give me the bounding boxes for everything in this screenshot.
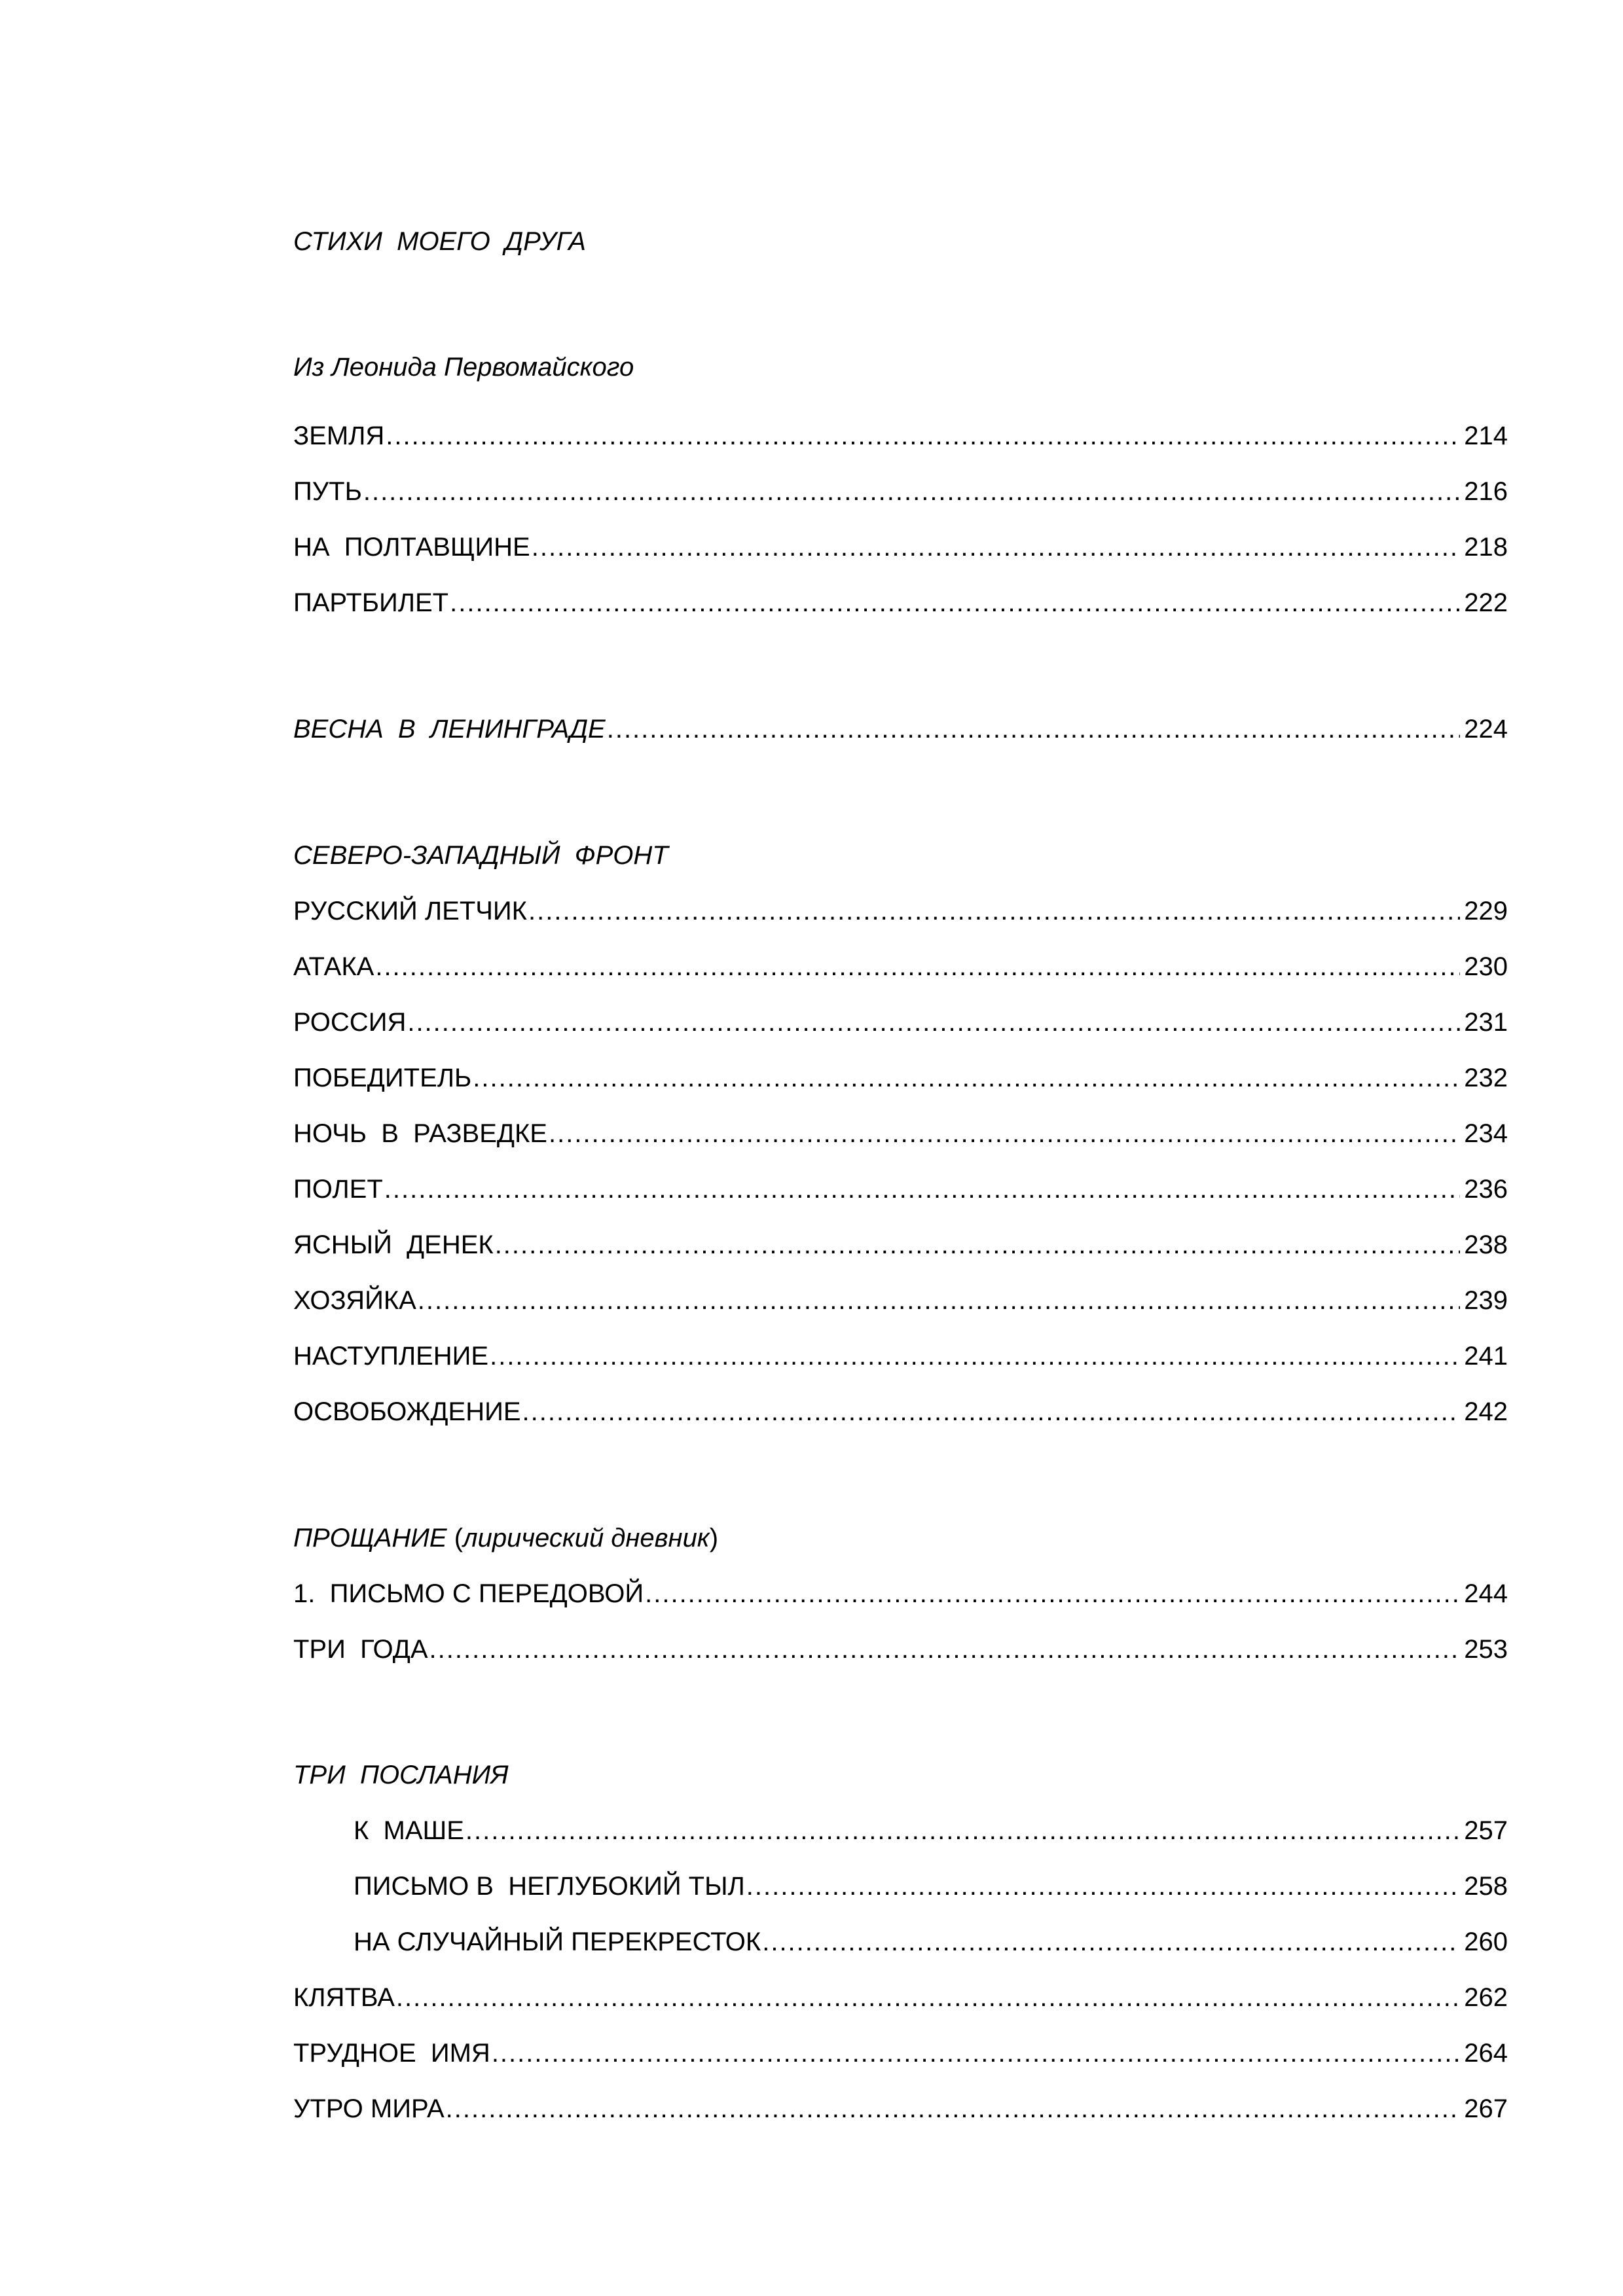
toc-entry-page: 229 xyxy=(1464,897,1508,925)
toc-entry-page: 244 xyxy=(1464,1579,1508,1608)
dot-leader xyxy=(495,1229,1461,1261)
dot-leader xyxy=(762,1926,1460,1958)
toc-entry-page: 218 xyxy=(1464,533,1508,562)
toc-entry[interactable] xyxy=(293,2037,1508,2069)
dot-leader xyxy=(429,1634,1461,1665)
dot-leader xyxy=(645,1578,1460,1609)
toc-entry-title: ЗЕМЛЯ xyxy=(293,422,385,450)
toc-entry[interactable] xyxy=(293,1634,1508,1665)
toc-entry-page: 267 xyxy=(1464,2094,1508,2123)
dot-leader xyxy=(396,1982,1460,2013)
section-title-from-pervomaisky: Из Леонида Первомайского xyxy=(293,353,634,382)
toc-entry[interactable] xyxy=(293,476,1508,507)
dot-leader xyxy=(375,951,1460,982)
toc-entry-page: 239 xyxy=(1464,1286,1508,1315)
dot-leader xyxy=(528,895,1460,927)
section-title-poems-of-my-friend: СТИХИ МОЕГО ДРУГА xyxy=(293,227,586,256)
toc-entry-page: 214 xyxy=(1464,422,1508,450)
toc-entry-page: 257 xyxy=(1464,1816,1508,1845)
toc-entry-page: 216 xyxy=(1464,477,1508,506)
toc-entry-spring-in-leningrad[interactable] xyxy=(293,713,1508,745)
toc-entry[interactable] xyxy=(293,420,1508,452)
toc-entry-page: 230 xyxy=(1464,952,1508,981)
toc-entry[interactable] xyxy=(293,1340,1508,1372)
toc-entry-title: РУССКИЙ ЛЕТЧИК xyxy=(293,897,527,925)
toc-entry-title: КЛЯТВА xyxy=(293,1983,395,2012)
toc-entry[interactable] xyxy=(293,1229,1508,1261)
toc-entry[interactable] xyxy=(293,531,1508,563)
toc-entry-page: 234 xyxy=(1464,1119,1508,1148)
toc-entry-page: 241 xyxy=(1464,1342,1508,1371)
toc-entry-page: 260 xyxy=(1464,1928,1508,1956)
dot-leader xyxy=(407,1007,1460,1038)
dot-leader xyxy=(465,1815,1460,1846)
toc-entry[interactable] xyxy=(293,1118,1508,1149)
dot-leader xyxy=(418,1285,1460,1316)
toc-entry-title: ПАРТБИЛЕТ xyxy=(293,588,449,617)
dot-leader xyxy=(446,2093,1461,2125)
toc-entry[interactable] xyxy=(293,895,1508,927)
toc-entry[interactable] xyxy=(293,1285,1508,1316)
dot-leader xyxy=(384,1174,1460,1205)
toc-entry[interactable] xyxy=(293,1396,1508,1427)
toc-entry-title: НА СЛУЧАЙНЫЙ ПЕРЕКРЕСТОК xyxy=(354,1928,761,1956)
toc-entry-title: УТРО МИРА xyxy=(293,2094,445,2123)
toc-entry[interactable] xyxy=(293,587,1508,619)
dot-leader xyxy=(490,1340,1460,1372)
toc-entry-page: 236 xyxy=(1464,1175,1508,1204)
toc-entry[interactable] xyxy=(354,1871,1508,1902)
toc-entry[interactable] xyxy=(354,1926,1508,1958)
toc-entry[interactable] xyxy=(354,1815,1508,1846)
toc-entry-page: 253 xyxy=(1464,1635,1508,1664)
dot-leader xyxy=(746,1871,1460,1902)
toc-entry-title: ПИСЬМО В НЕГЛУБОКИЙ ТЫЛ xyxy=(354,1872,745,1901)
toc-entry[interactable] xyxy=(293,1982,1508,2013)
toc-entry-page: 238 xyxy=(1464,1230,1508,1259)
toc-entry-page: 242 xyxy=(1464,1397,1508,1426)
toc-entry-title: ВЕСНА В ЛЕНИНГРАДЕ xyxy=(293,715,606,744)
dot-leader xyxy=(532,531,1461,563)
toc-entry-page: 232 xyxy=(1464,1064,1508,1092)
toc-entry-title: НОЧЬ В РАЗВЕДКЕ xyxy=(293,1119,547,1148)
dot-leader xyxy=(386,420,1460,452)
toc-entry-page: 222 xyxy=(1464,588,1508,617)
toc-entry-title: 1. ПИСЬМО С ПЕРЕДОВОЙ xyxy=(293,1579,644,1608)
farewell-subtitle: (лирический дневник) xyxy=(454,1524,719,1552)
toc-entry[interactable] xyxy=(293,1174,1508,1205)
toc-entry-title: ПУТЬ xyxy=(293,477,362,506)
dot-leader xyxy=(549,1118,1460,1149)
toc-entry-title: ОСВОБОЖДЕНИЕ xyxy=(293,1397,521,1426)
toc-entry[interactable] xyxy=(293,1062,1508,1094)
toc-entry-page: 224 xyxy=(1464,715,1508,744)
farewell-title: ПРОЩАНИЕ xyxy=(293,1524,447,1552)
dot-leader xyxy=(473,1062,1460,1094)
toc-entry-page: 262 xyxy=(1464,1983,1508,2012)
toc-entry-title: РОССИЯ xyxy=(293,1008,407,1037)
toc-entry-title: ЯСНЫЙ ДЕНЕК xyxy=(293,1230,494,1259)
toc-entry-page: 264 xyxy=(1464,2039,1508,2068)
toc-entry[interactable] xyxy=(293,1578,1508,1609)
dot-leader xyxy=(522,1396,1461,1427)
toc-entry-title: ХОЗЯЙКА xyxy=(293,1286,416,1315)
toc-entry-title: ТРИ ГОДА xyxy=(293,1635,428,1664)
toc-entry-page: 258 xyxy=(1464,1872,1508,1901)
dot-leader xyxy=(450,587,1460,619)
toc-entry-title: АТАКА xyxy=(293,952,374,981)
toc-entry-title: ПОБЕДИТЕЛЬ xyxy=(293,1064,472,1092)
section-title-northwest-front: СЕВЕРО-ЗАПАДНЫЙ ФРОНТ xyxy=(293,841,668,870)
toc-entry-title: ТРУДНОЕ ИМЯ xyxy=(293,2039,490,2068)
toc-entry-page: 231 xyxy=(1464,1008,1508,1037)
toc-entry-title: ПОЛЕТ xyxy=(293,1175,383,1204)
section-title-farewell xyxy=(293,1522,718,1554)
section-title-three-messages: ТРИ ПОСЛАНИЯ xyxy=(293,1761,509,1789)
toc-entry-title: НА ПОЛТАВЩИНЕ xyxy=(293,533,530,562)
toc-entry[interactable] xyxy=(293,1007,1508,1038)
toc-entry-title: К МАШЕ xyxy=(354,1816,464,1845)
dot-leader xyxy=(363,476,1460,507)
dot-leader xyxy=(492,2037,1460,2069)
toc-entry[interactable] xyxy=(293,951,1508,982)
dot-leader xyxy=(607,713,1461,745)
toc-entry-title: НАСТУПЛЕНИЕ xyxy=(293,1342,489,1371)
toc-entry[interactable] xyxy=(293,2093,1508,2125)
